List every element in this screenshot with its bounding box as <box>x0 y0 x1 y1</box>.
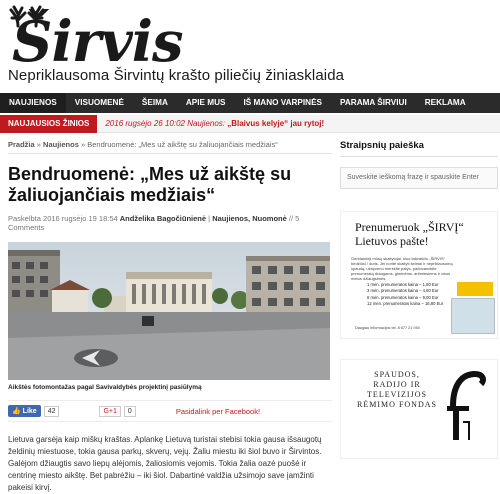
facebook-share-link[interactable]: Pasidalink per Facebook! <box>175 406 261 416</box>
breadcrumb-section[interactable]: Naujienos <box>43 140 79 149</box>
fund-ad[interactable] <box>340 359 498 459</box>
breadcrumb-separator: » <box>80 140 86 149</box>
article-column <box>8 140 332 494</box>
facebook-like-button[interactable] <box>8 405 41 417</box>
fund-ad-text: SPAUDOS, RADIJO IR TELEVIZIJOS RĖMIMO FONDAS <box>357 370 437 409</box>
post-comments-link[interactable]: 5 Comments <box>8 214 300 232</box>
ticker-prefix: 2016 rugsėjo 26 10:02 Naujienos: <box>105 119 225 128</box>
share-bar <box>8 400 332 422</box>
nav-item-reklama[interactable]: REKLAMA <box>424 98 466 107</box>
nav-item-parama-sirviui[interactable]: PARAMA ŠIRVIUI <box>340 98 407 107</box>
subscription-ad-text: Gerbiamieji mūsų skaitytojai, šiuo laikraščiu „ŠIRVIS“ bedžiūsi / duris. Jei norite skaityti šeimai ir nepriklausomą spaudą, užsiprenu merskite patys, padovanokite prenumeratą draugams, giminėms, artimiesiems ir visus metus džiaugsimės. <box>351 256 453 281</box>
photo-caption: Aikštės fotomontažas pagal Savivaldybės projektinį pasiūlymą <box>8 384 202 391</box>
site-logo[interactable] <box>6 2 183 75</box>
nav-item-visuomene[interactable]: VISUOMENĖ <box>74 98 124 107</box>
price-item: 6 mėn. prenumeratos kaina – 9,00 Eur <box>367 294 439 300</box>
meta-divider: | <box>208 214 213 223</box>
article-title: Bendruomenė: „Mes už aikštę su žaliuojančiais medžiais“ <box>8 164 292 205</box>
meta-divider: // <box>288 214 296 223</box>
price-item: 3 mėn. prenumeratos kaina – 4,60 Eur <box>367 288 439 294</box>
breadcrumb <box>8 140 332 154</box>
site-title: Širvis <box>12 9 183 75</box>
breadcrumb-current: Bendruomenė: „Mes už aikštę su žaliuojančiais medžiais“ <box>87 140 278 149</box>
nav-item-naujienos[interactable]: NAUJIENOS <box>0 93 66 113</box>
article-meta <box>8 214 332 232</box>
article-photo <box>8 242 330 380</box>
subscription-ad[interactable] <box>340 211 498 339</box>
subscription-ad-title: Prenumeruok „ŠIRVĮ“ Lietuvos pašte! <box>355 220 464 248</box>
breadcrumb-home[interactable]: Pradžia <box>8 140 35 149</box>
google-plus-count: 0 <box>124 406 136 417</box>
price-item: 1 mėn. prenumeratos kaina – 1,80 Eur <box>367 282 439 287</box>
thumbs-up-icon: 👍 <box>12 408 23 415</box>
article-body: Lietuva garsėja kaip miškų kraštas. Aplankę Lietuvą turistai stebisi tokia gausa išsaugotų želdinių miestuose, tokia gausa parkų, skverų, vejų. Žaliu miestu iki šiol buvo ir Širvintos. Galėjom džiaugtis savo liepų alėjomis, žaliosiomis vejomis. Tokia žalia oazė puošė ir centrinę miesto aikštę. Bet pabrėžiu – iki šiol. Dabartinė valdžia užsimojo save įamžinti pakeisi kirvį. <box>8 435 322 492</box>
post-date: Paskelbta 2016 rugsėjo 19 18:54 <box>8 214 118 223</box>
facebook-like-label: Like <box>22 408 37 415</box>
subscription-ad-contact: Daugiau informacijos tel. 8 677 21 050 <box>355 326 420 330</box>
fund-logo-icon <box>439 366 489 446</box>
subscription-price-list <box>367 282 457 307</box>
facebook-like-count: 42 <box>44 406 60 417</box>
main-navigation <box>0 93 500 113</box>
search-input[interactable]: Suveskite ieškomą frazę ir spauskite Enter <box>340 167 498 189</box>
search-widget-title: Straipsnių paieška <box>340 140 498 157</box>
nav-item-apie-mus[interactable]: APIE MUS <box>185 98 226 107</box>
square-photomontage-image <box>8 242 330 380</box>
newspaper-thumbnail <box>451 298 495 334</box>
breadcrumb-separator: » <box>36 140 41 149</box>
site-header <box>0 0 500 95</box>
google-plus-button[interactable]: G+1 <box>99 406 120 417</box>
site-tagline: Nepriklausoma Širvintų krašto piliečių žiniasklaida <box>8 67 345 84</box>
ticker-headline[interactable]: „Blaivus kelyje“ jau rytoj! <box>227 119 325 128</box>
news-ticker <box>0 115 500 133</box>
ticker-item[interactable] <box>105 119 324 128</box>
price-item: 12 mėn. prenumeratos kaina – 16,80 Eur <box>367 300 444 306</box>
nav-item-is-mano-varpines[interactable]: IŠ MANO VARPINĖS <box>243 98 323 107</box>
lietuvos-pastas-logo <box>457 282 493 296</box>
ticker-label: NAUJAUSIOS ŽINIOS <box>0 115 97 133</box>
sidebar <box>340 140 498 459</box>
nav-item-seima[interactable]: ŠEIMA <box>141 98 168 107</box>
post-author[interactable]: Andželika Bagočiūnienė <box>119 214 207 223</box>
post-categories[interactable]: Naujienos, Nuomonė <box>212 214 287 223</box>
